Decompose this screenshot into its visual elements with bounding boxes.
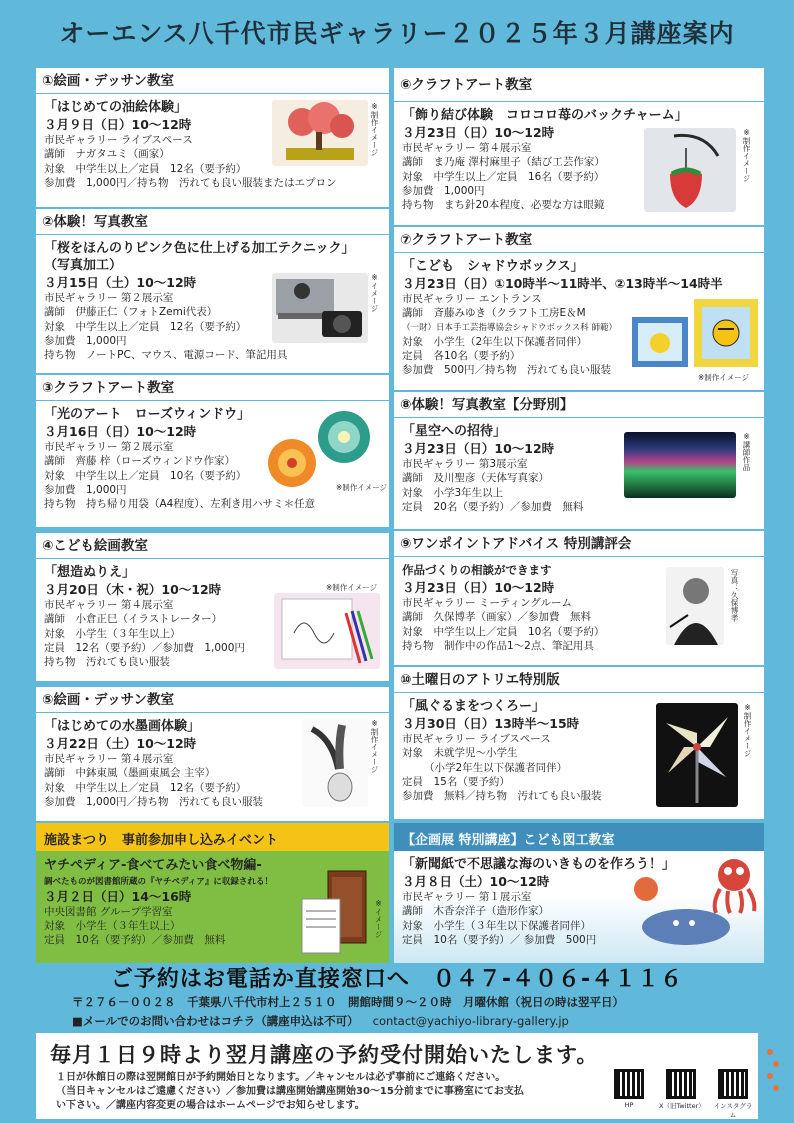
course-instructor: 講師 中鉢東風（墨画東風会 主宰） [44, 767, 216, 780]
course-card-3 [36, 375, 389, 527]
course-heading: ②体験！写真教室 [36, 209, 389, 235]
course-target: 対象 中学生以上／定員 10名（要予約） [402, 625, 605, 638]
book-image [298, 869, 370, 957]
course-date: ３月23日（日）10～12時 [402, 580, 555, 595]
course-fee: 定員 20名（要予約）／参加費 無料 [402, 500, 584, 513]
fine-print-line: い下さい。／講座内容変更の場合はホームページでお知らせします。 [56, 1100, 365, 1111]
kids-fee: 定員 10名（要予約）／ 参加費 500円 [402, 933, 597, 946]
festival-venue: 中央図書館 グループ学習室 [44, 906, 173, 918]
x-qr-label: X（旧Twitter） [659, 1102, 705, 1110]
course-title: 「風ぐるまをつくろー」 [402, 699, 546, 714]
course-title: 「はじめての油絵体験」 [44, 100, 188, 115]
course-target: 対象 未就学児～小学生 [402, 747, 518, 760]
course-venue: 市民ギャラリー 第２展示室 [44, 292, 174, 304]
course-items: 持ち物 ノートPC、マウス、電源コード、筆記用具 [44, 349, 288, 362]
course-venue: 市民ギャラリー ミーティングルーム [402, 597, 572, 609]
course-card-8 [394, 392, 764, 529]
course-venue: 市民ギャラリー 第２展示室 [44, 441, 174, 453]
image-note: 写真：久保博孝 [730, 569, 739, 622]
course-heading: ⑦クラフトアート教室 [394, 227, 764, 253]
course-title: 「はじめての水墨画体験」 [44, 719, 201, 734]
course-date: ３月22日（土）10～12時 [44, 736, 197, 751]
course-date: ３月23日（日）10～12時 [402, 125, 555, 140]
image-note: ※制作イメージ [336, 483, 388, 492]
course-venue: 市民ギャラリー エントランス [402, 293, 542, 305]
course-fee: 参加費 1,000円 [402, 184, 485, 197]
course-capacity: 定員 各10名（要予約） [402, 350, 521, 363]
course-card-7 [394, 227, 764, 390]
image-note: ※制作イメージ [742, 128, 751, 182]
image-note: ※制作イメージ [370, 102, 379, 156]
laptop-camera-image [272, 273, 368, 343]
course-items: 持ち物 まち針20本程度、必要な方は眼鏡 [402, 199, 605, 212]
camera-icon [272, 273, 368, 343]
course-fee: 定員 12名（要予約）／参加費 1,000円 [44, 641, 245, 654]
course-instructor: 講師 伊藤正仁（フォトZemi代表） [44, 306, 218, 319]
course-venue: 市民ギャラリー ライブスペース [44, 134, 193, 146]
course-heading: ⑩土曜日のアトリエ特別版 [394, 667, 764, 693]
course-instructor: 講師 齊藤 梓（ローズウィンドウ作家） [44, 455, 236, 468]
course-target: 対象 中学生以上／定員 12名（要予約） [44, 781, 247, 794]
oil-painting-image [272, 100, 368, 166]
course-title: 「こども シャドウボックス」 [402, 259, 584, 274]
address-hours: 〒２７６－００２８ 千葉県八千代市村上２５１０ 開館時間９～２０時 月曜休館（祝日の時は翌平日） [72, 995, 624, 1009]
course-fee: 参加費 1,000円／持ち物 汚れても良い服装 [44, 795, 264, 808]
course-card-6 [394, 68, 764, 225]
course-target: 対象 中学生以上／定員 16名（要予約） [402, 170, 605, 183]
strawberry-charm-image [644, 128, 736, 212]
course-target: 対象 中学生以上／定員 12名（要予約） [44, 320, 247, 333]
course-items: 持ち物 汚れても良い服装 [44, 656, 170, 669]
course-venue: 市民ギャラリー ライブスペース [402, 733, 551, 745]
course-fee: 参加費 1,000円／持ち物 汚れても良い服装またはエプロン [44, 176, 337, 189]
course-heading: ③クラフトアート教室 [36, 375, 389, 401]
image-note: ※制作イメージ [698, 373, 750, 382]
ink-painting-image [302, 719, 368, 807]
course-date: ３月15日（土）10～12時 [44, 275, 197, 290]
course-title: 「想造ぬりえ」 [44, 565, 136, 580]
course-title: 「光のアート ローズウィンドウ」 [44, 407, 251, 422]
course-date: ３月９日（日）10～12時 [44, 117, 192, 132]
course-venue: 市民ギャラリー 第４展示室 [44, 599, 174, 611]
course-instructor: 講師 小倉正巳（イラストレーター） [44, 613, 223, 626]
pencils-icon [274, 593, 380, 669]
strawberry-icon [644, 128, 736, 212]
kids-target: 対象 小学生（３年生以下保護者同伴） [402, 919, 591, 932]
pinwheel-image [656, 703, 738, 807]
fine-print-line: （当日キャンセルはご遠慮ください）／参加費は講座開始講座開始30～15分前までに事務室にてお支払 [56, 1086, 524, 1097]
course-instructor: 講師 久保博孝（画家）／参加費 無料 [402, 611, 591, 624]
course-instructor: 講師 斉藤みゆき（クラフト工房E＆M [402, 307, 586, 320]
course-heading: ⑥クラフトアート教室 [394, 68, 764, 102]
kids-workshop-card [394, 823, 764, 963]
festival-event-card [36, 823, 389, 963]
course-instructor: 講師 ま乃庵 澤村麻里子（結び工芸作家） [402, 156, 605, 169]
email-link[interactable]: contact@yachiyo-library-gallery.jp [372, 1014, 569, 1028]
course-heading: ⑧体験！写真教室【分野別】 [394, 392, 764, 418]
course-instructor: 講師 ナガタユミ（画家） [44, 148, 170, 161]
course-subtitle: （写真加工） [44, 258, 123, 273]
aurora-photo [624, 432, 736, 498]
course-date: ３月16日（日）10～12時 [44, 424, 197, 439]
course-items: 持ち物 制作中の作品1～2点、筆記用具 [402, 639, 594, 652]
course-capacity: 定員 15名（要予約） [402, 775, 510, 788]
course-fee: 参加費 1,000円 [44, 334, 127, 347]
festival-subtitle: 調べたものが図書館所蔵の『ヤチペディア』に収録される！ [44, 877, 273, 887]
course-heading: ⑨ワンポイントアドバイス 特別講評会 [394, 531, 764, 557]
course-card-1 [36, 68, 389, 207]
course-instructor: 講師 及川聖彦（天体写真家） [402, 472, 549, 485]
kids-instructor: 講師 木香奈洋子（造形作家） [402, 905, 549, 918]
course-target: 対象 中学生以上／定員 10名（要予約） [44, 469, 247, 482]
person-icon [666, 567, 724, 645]
course-heading: ④こども絵画教室 [36, 533, 389, 559]
course-target: 対象 中学生以上／定員 12名（要予約） [44, 162, 247, 175]
image-note: ※制作イメージ [743, 703, 752, 757]
kids-title: 「新聞紙で不思議な海のいきものを作ろう！」 [402, 857, 676, 872]
fine-print-line: １日が休館日の際は翌開館日が予約開始日となります。／キャンセルは必ず事前にご連絡ください。 [56, 1072, 506, 1083]
image-note: ※制作イメージ [326, 583, 378, 592]
instagram-qr-code[interactable] [718, 1069, 748, 1099]
course-target: 対象 小学生（３年生以上） [44, 627, 181, 640]
course-fee: 参加費 無料／持ち物 汚れても良い服装 [402, 790, 602, 803]
page-title: オーエンス八千代市民ギャラリー２０２５年３月講座案内 [59, 19, 735, 48]
radish-icon [302, 719, 368, 807]
course-fee: 参加費 1,000円 [44, 483, 127, 496]
pinwheel-icon [656, 703, 738, 807]
festival-date: ３月２日（日）14～16時 [44, 889, 192, 904]
course-venue: 市民ギャラリー 第４展示室 [402, 142, 532, 154]
reservation-info-panel [36, 1033, 758, 1119]
sea-creatures-image [616, 845, 762, 955]
image-note: ※制作イメージ [370, 719, 379, 773]
reservation-phone: ご予約はお電話か直接窓口へ ０４７-４０６-４１１６ [110, 967, 684, 992]
course-venue: 市民ギャラリー 第４展示室 [44, 753, 174, 765]
course-date: ３月23日（日）①10時半～11時半、②13時半～14時半 [402, 276, 723, 291]
decorative-dots-icon [760, 1046, 786, 1102]
festival-fee: 定員 10名（要予約）／参加費 無料 [44, 934, 226, 946]
instagram-qr-label: インスタグラム [713, 1102, 753, 1119]
mail-contact [72, 1013, 569, 1029]
course-card-9 [394, 531, 764, 665]
course-date: ３月20日（木・祝）10～12時 [44, 582, 222, 597]
rose-window-image [264, 409, 374, 489]
course-heading: ⑤絵画・デッサン教室 [36, 687, 389, 713]
kids-venue: 市民ギャラリー 第１展示室 [402, 891, 532, 903]
course-title: 「飾り結び体験 コロコロ苺のバックチャーム」 [402, 108, 688, 123]
course-card-4 [36, 533, 389, 681]
hp-qr-code[interactable] [614, 1069, 644, 1099]
course-date: ３月30日（日）13時半～15時 [402, 716, 580, 731]
image-note: ※講師作品 [742, 432, 751, 471]
course-target: 対象 小学生（2年生以下保護者同伴） [402, 335, 588, 348]
course-heading: ①絵画・デッサン教室 [36, 68, 389, 94]
festival-title: ヤチペディア-食べてみたい食べ物編- [44, 858, 262, 873]
image-note: ※イメージ [370, 273, 379, 312]
course-instructor-affiliation: （一財）日本手工芸指導協会シャドウボックス科 師範） [402, 322, 617, 333]
reservation-fine-print [56, 1071, 616, 1113]
instructor-portrait [666, 567, 724, 645]
x-qr-code[interactable] [666, 1069, 696, 1099]
course-date: ３月23日（日）10～12時 [402, 441, 555, 456]
image-note: ※イメージ [374, 899, 383, 938]
course-card-5 [36, 687, 389, 821]
shadow-box-image [630, 297, 760, 371]
festival-target: 対象 小学生（３年生以上） [44, 920, 181, 932]
hp-qr-label: HP [624, 1101, 634, 1109]
book-icon [298, 869, 370, 957]
course-venue: 市民ギャラリー 第3展示室 [402, 458, 528, 470]
course-card-10 [394, 667, 764, 819]
course-title: 「星空への招待」 [402, 424, 507, 439]
course-target-note: （小学2年生以下保護者同伴） [424, 761, 568, 774]
course-title: 「桜をほんのりピンク色に仕上げる加工テクニック」 [44, 241, 355, 256]
course-items: 持ち物 持ち帰り用袋（A4程度）、左利き用ハサミ＊任意 [44, 498, 316, 511]
course-fee: 参加費 500円／持ち物 汚れても良い服装 [402, 364, 612, 377]
coloring-image [274, 593, 380, 669]
reservation-notice: 毎月１日９時より翌月講座の予約受付開始いたします。 [50, 1043, 599, 1067]
course-title: 作品づくりの相談ができます [402, 563, 552, 577]
kids-heading: 【企画展 特別講座】こども図工教室 [394, 823, 764, 851]
course-card-2 [36, 209, 389, 373]
mail-label: ■メールでのお問い合わせはコチラ（講座申込は不可） [72, 1014, 359, 1028]
tree-painting-icon [272, 100, 368, 166]
festival-heading: 施設まつり 事前参加申し込みイベント [36, 823, 389, 851]
kids-date: ３月８日（土）10～12時 [402, 874, 550, 889]
course-target: 対象 小学3年生以上 [402, 486, 504, 499]
